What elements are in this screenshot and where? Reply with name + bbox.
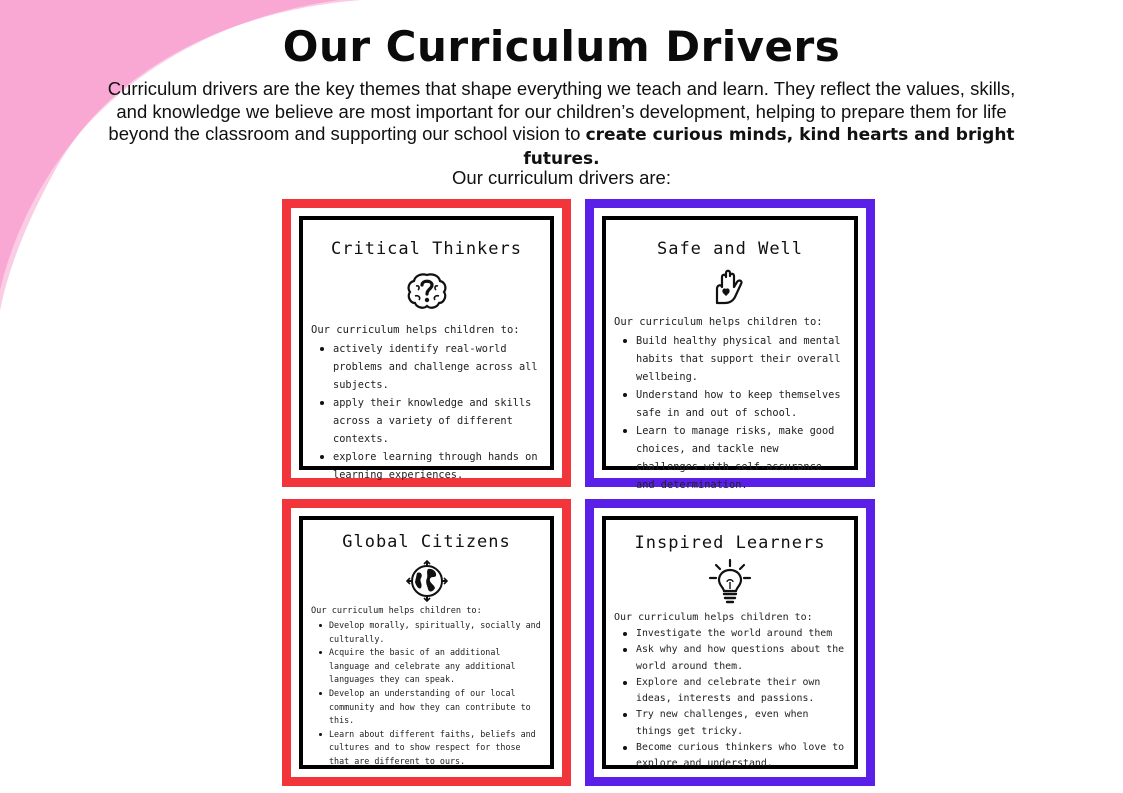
list-item: actively identify real-world problems and challenge across all subjects. [311, 340, 542, 394]
card-global-citizens [282, 499, 571, 786]
card-title: Critical Thinkers [331, 239, 522, 259]
card-inspired-learners [585, 499, 875, 786]
list-item: apply their knowledge and skills across a variety of different contexts. [311, 394, 542, 448]
list-item: Ask why and how questions about the world around them. [614, 642, 846, 675]
card-critical-thinkers [282, 199, 571, 487]
card-inner-frame [299, 516, 554, 769]
list-item: Explore and celebrate their own ideas, interests and passions. [614, 675, 846, 708]
card-intro-text: Our curriculum helps children to: [311, 324, 520, 336]
list-item: Develop morally, spiritually, socially and culturally. [311, 619, 542, 646]
card-inner-frame [299, 216, 554, 481]
card-bullet-list [311, 619, 542, 769]
intro-paragraph [100, 78, 1023, 170]
list-item: Become curious thinkers who love to explore and understand. [614, 740, 846, 773]
card-bullet-list [311, 340, 542, 484]
card-inner-frame [602, 216, 858, 491]
lightbulb-icon [707, 558, 753, 610]
list-item: Build healthy physical and mental habits that support their overall wellbeing. [614, 332, 846, 386]
list-item: Learn about different faiths, beliefs and cultures and to show respect for those that are different to ours. [311, 728, 542, 769]
card-intro-text: Our curriculum helps children to: [311, 606, 482, 616]
card-title: Global Citizens [342, 532, 511, 552]
list-item: Understand how to keep themselves safe in and out of school. [614, 386, 846, 422]
card-safe-and-well [585, 199, 875, 491]
hand-heart-icon [709, 267, 751, 311]
list-item: Investigate the world around them [614, 626, 846, 642]
card-bullet-list [614, 626, 846, 773]
list-item: explore learning through hands on learning experiences. [311, 448, 542, 484]
card-inner-frame [602, 516, 858, 769]
card-intro-text: Our curriculum helps children to: [614, 612, 813, 623]
list-item: Develop an understanding of our local community and how they can contribute to this. [311, 687, 542, 728]
list-item: Acquire the basic of an additional language and celebrate any additional languages they can speak. [311, 646, 542, 687]
school-vision-text: create curious minds, kind hearts and bright futures. [523, 125, 1015, 169]
brain-question-icon [405, 269, 449, 317]
page-title: Our Curriculum Drivers [282, 22, 841, 71]
card-intro-text: Our curriculum helps children to: [614, 316, 823, 328]
drivers-lead-text: Our curriculum drivers are: [452, 167, 671, 188]
intro-text: Curriculum drivers are the key themes that shape everything we teach and learn. They reflect the values, skills, and knowledge we believe are most important for our children’s development, helping to prepare them for life beyond the classroom and supporting our school vision to [107, 78, 1016, 144]
card-title: Inspired Learners [634, 533, 826, 553]
list-item: Try new challenges, even when things get tricky. [614, 707, 846, 740]
globe-icon [406, 560, 448, 606]
card-title: Safe and Well [656, 239, 804, 259]
card-bullet-list [614, 332, 846, 494]
list-item: Learn to manage risks, make good choices, and tackle new challenges with self-assurance and determination. [614, 422, 846, 494]
